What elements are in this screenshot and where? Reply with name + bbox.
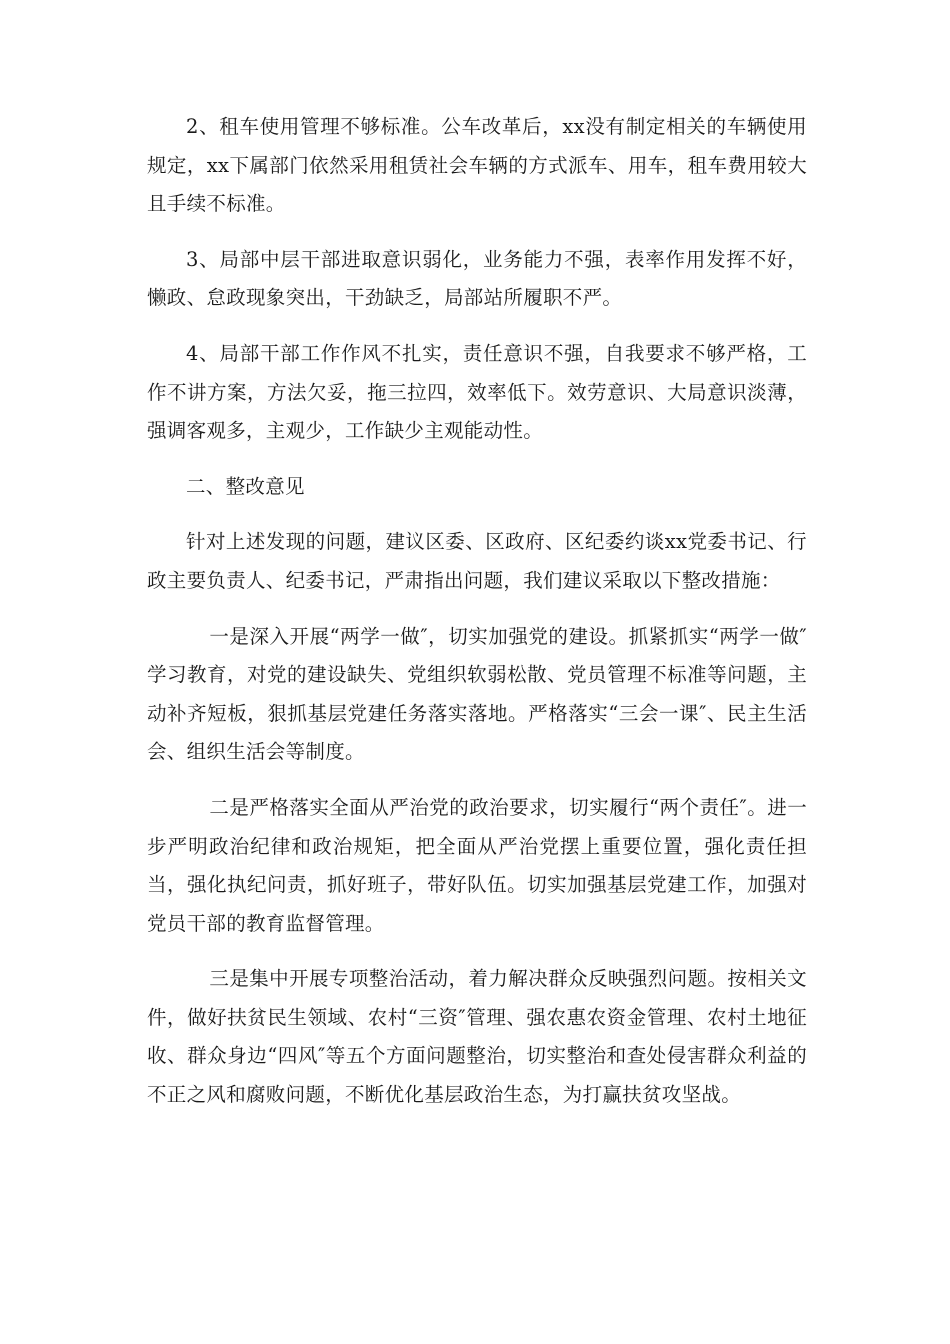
section-heading-rectification: 二、整改意见: [186, 474, 305, 498]
paragraph-measure-two: 二是严格落实全面从严治党的政治要求，切实履行“两个责任″。进一步严明政治纪律和政治规矩，把全面从严治党摆上重要位置，强化责任担当，强化执纪问责，抓好班子，带好队伍。切实加强基层党建工作，加强对党员干部的教育监督管理。: [147, 795, 807, 935]
paragraph-middle-cadres: 3、局部中层干部进取意识弱化，业务能力不强，表率作用发挥不好，懒政、怠政现象突出，干劲缺乏，局部站所履职不严。: [147, 247, 807, 310]
paragraph-car-rental: 2、租车使用管理不够标准。公车改革后，xx没有制定相关的车辆使用规定，xx下属部门依然采用租赁社会车辆的方式派车、用车，租车费用较大且手续不标准。: [147, 115, 807, 216]
document-body: [147, 108, 807, 1132]
paragraph-measure-one: 一是深入开展“两学一做″，切实加强党的建设。抓紧抓实“两学一做″学习教育，对党的建设缺失、党组织软弱松散、党员管理不标准等问题，主动补齐短板，狠抓基层党建任务落实落地。严格落实“三会一课″、民主生活会、组织生活会等制度。: [147, 624, 807, 764]
paragraph-measure-three: 三是集中开展专项整治活动，着力解决群众反映强烈问题。按相关文件，做好扶贫民生领域、农村“三资″管理、强农惠农资金管理、农村土地征收、群众身边“四风″等五个方面问题整治，切实整治和查处侵害群众利益的不正之风和腐败问题，不断优化基层政治生态，为打赢扶贫攻坚战。: [147, 967, 807, 1107]
paragraph-recommendation: 针对上述发现的问题，建议区委、区政府、区纪委约谈xx党委书记、行政主要负责人、纪委书记，严肃指出问题，我们建议采取以下整改措施：: [147, 530, 807, 592]
paragraph-work-style: 4、局部干部工作作风不扎实，责任意识不强，自我要求不够严格，工作不讲方案，方法欠妥，拖三拉四，效率低下。效劳意识、大局意识淡薄，强调客观多，主观少，工作缺少主观能动性。: [147, 341, 807, 443]
